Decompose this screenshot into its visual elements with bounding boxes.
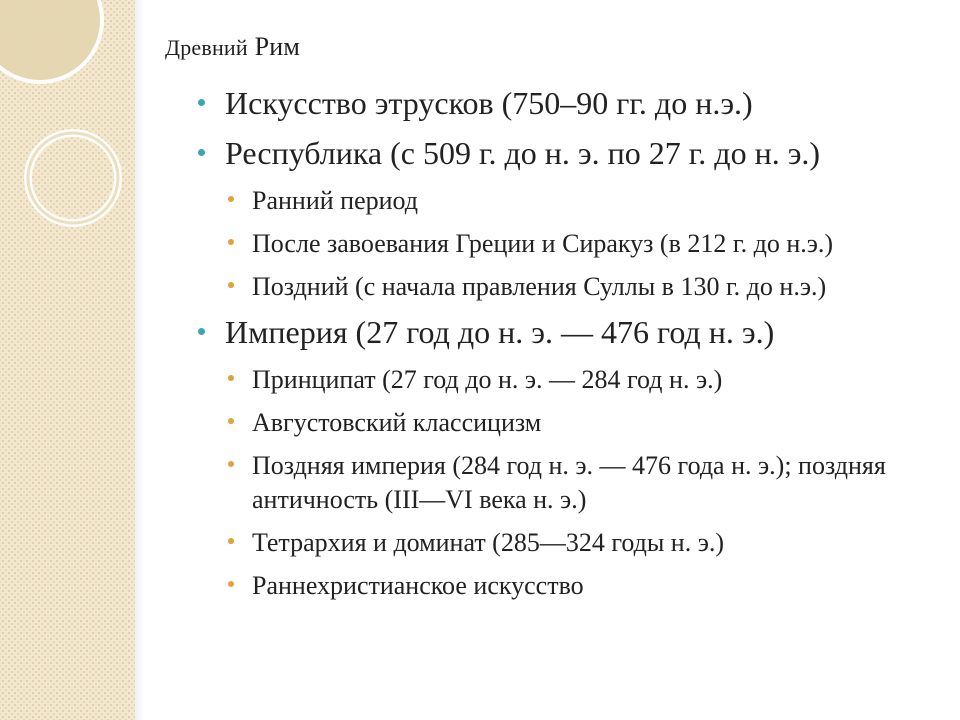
sub-list-item-text: Ранний период	[252, 186, 419, 215]
list-item-text: Искусство этрусков (750–90 гг. до н.э.)	[225, 85, 753, 121]
sub-bullet-icon	[228, 581, 234, 587]
bullet-list-container	[195, 78, 935, 612]
slide-title	[165, 32, 300, 62]
sub-list-item-text: Поздний (с начала правления Суллы в 130 г. до н.э.)	[252, 272, 827, 301]
sub-list-item	[195, 526, 935, 560]
sub-list-item	[195, 449, 935, 517]
bullet-icon	[198, 328, 205, 335]
sub-bullet-icon	[228, 418, 234, 424]
list-item	[195, 134, 935, 172]
sub-bullet-icon	[228, 375, 234, 381]
list-item-text: Республика (с 509 г. до н. э. по 27 г. до н. э.)	[225, 135, 821, 171]
sub-list-item	[195, 363, 935, 397]
sub-list-item-text: Принципат (27 год до н. э. — 284 год н. э.)	[252, 365, 723, 394]
sub-bullet-icon	[228, 196, 234, 202]
sub-list-item	[195, 270, 935, 304]
sub-list-item-text: Раннехристианское искусство	[252, 571, 584, 600]
list-item	[195, 313, 935, 351]
sub-bullet-icon	[228, 282, 234, 288]
sub-list-item-text: Тетрархия и доминат (285—324 годы н. э.)	[252, 528, 725, 557]
sub-list-item	[195, 569, 935, 603]
sub-bullet-icon	[228, 461, 234, 467]
list-item	[195, 84, 935, 122]
sub-list-item	[195, 184, 935, 218]
bullet-list	[195, 84, 935, 603]
sub-list-item	[195, 406, 935, 440]
sub-list-item-text: Августовский классицизм	[252, 408, 542, 437]
sub-list-item	[195, 227, 935, 261]
sub-bullet-icon	[228, 239, 234, 245]
decorative-circles	[0, 0, 160, 260]
sub-list-item-text: Поздняя империя (284 год н. э. — 476 года н. э.); поздняя античность (III—VI века н. э.)	[252, 451, 886, 514]
bullet-icon	[198, 149, 205, 156]
slide-title-word-1: Древний	[165, 35, 248, 60]
sub-list-item-text: После завоевания Греции и Сиракуз (в 212 г. до н.э.)	[252, 229, 834, 258]
bullet-icon	[198, 99, 205, 106]
list-item-text: Империя (27 год до н. э. — 476 год н. э.)	[225, 314, 775, 350]
slide-title-word-2: Рим	[254, 32, 301, 61]
sub-bullet-icon	[228, 538, 234, 544]
